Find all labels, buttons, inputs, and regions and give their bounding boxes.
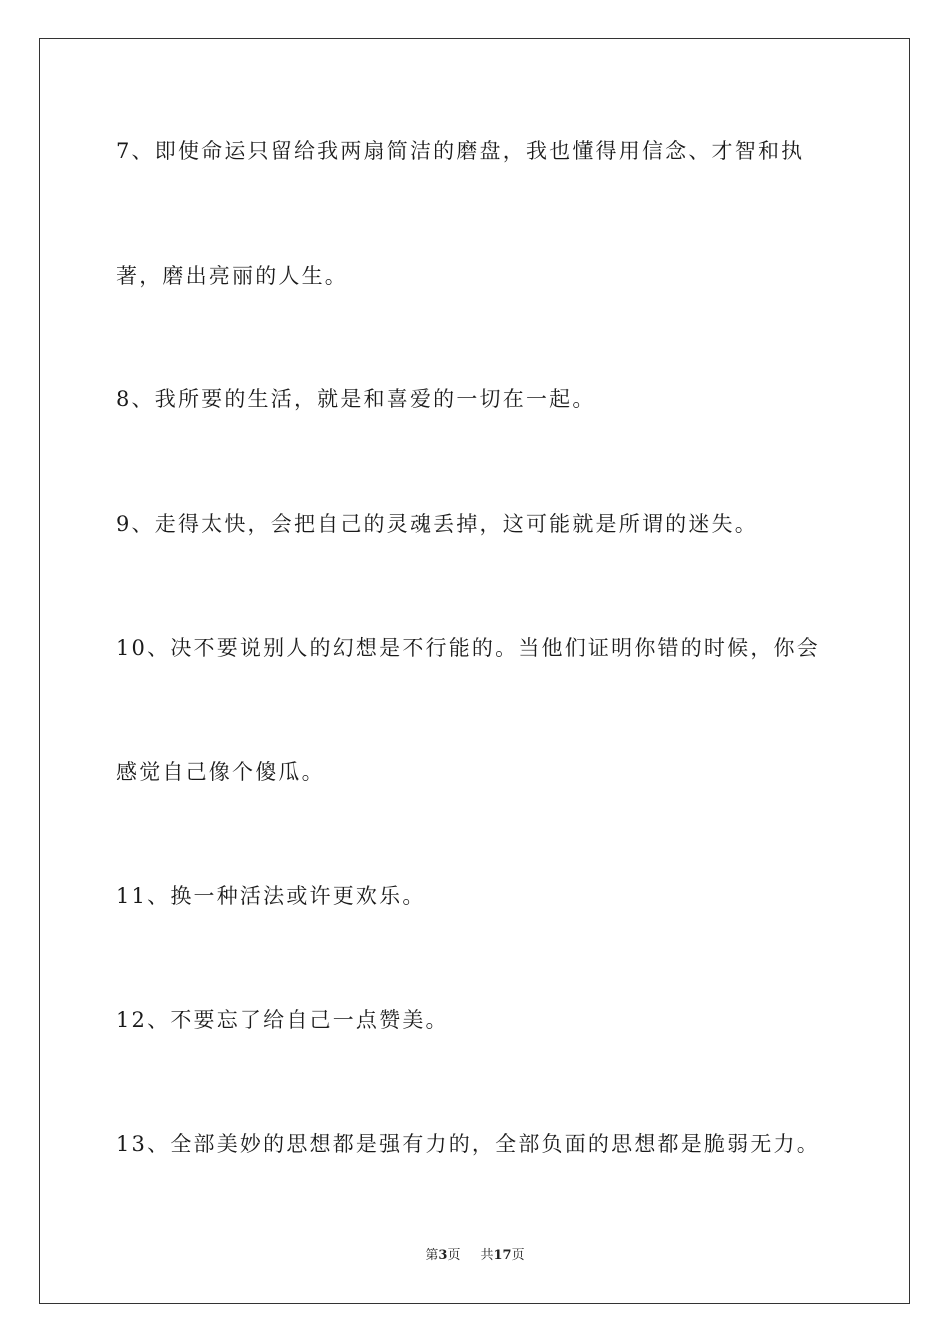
text-line-3: 8、我所要的生活，就是和喜爱的一切在一起。 [116, 387, 596, 411]
text-line-8: 12、不要忘了给自己一点赞美。 [116, 1008, 449, 1032]
total-pages: 17 [493, 1248, 512, 1263]
text-line-6: 感觉自己像个傻瓜。 [116, 760, 325, 784]
total-prefix: 共 [480, 1248, 494, 1263]
page-prefix: 第 [425, 1248, 439, 1263]
text-line-1: 7、即使命运只留给我两扇简洁的磨盘，我也懂得用信念、才智和执 [116, 139, 805, 163]
text-line-5: 10、决不要说别人的幻想是不行能的。当他们证明你错的时候，你会 [116, 636, 820, 660]
total-suffix: 页 [511, 1248, 525, 1263]
text-line-7: 11、换一种活法或许更欢乐。 [116, 884, 426, 908]
page-suffix: 页 [447, 1248, 461, 1263]
text-line-2: 著，磨出亮丽的人生。 [116, 264, 348, 288]
text-line-4: 9、走得太快，会把自己的灵魂丢掉，这可能就是所谓的迷失。 [116, 512, 758, 536]
page-number: 3 [438, 1248, 448, 1263]
page-border [39, 38, 910, 1304]
page-footer [0, 1246, 950, 1266]
text-line-9: 13、全部美妙的思想都是强有力的，全部负面的思想都是脆弱无力。 [116, 1132, 820, 1156]
